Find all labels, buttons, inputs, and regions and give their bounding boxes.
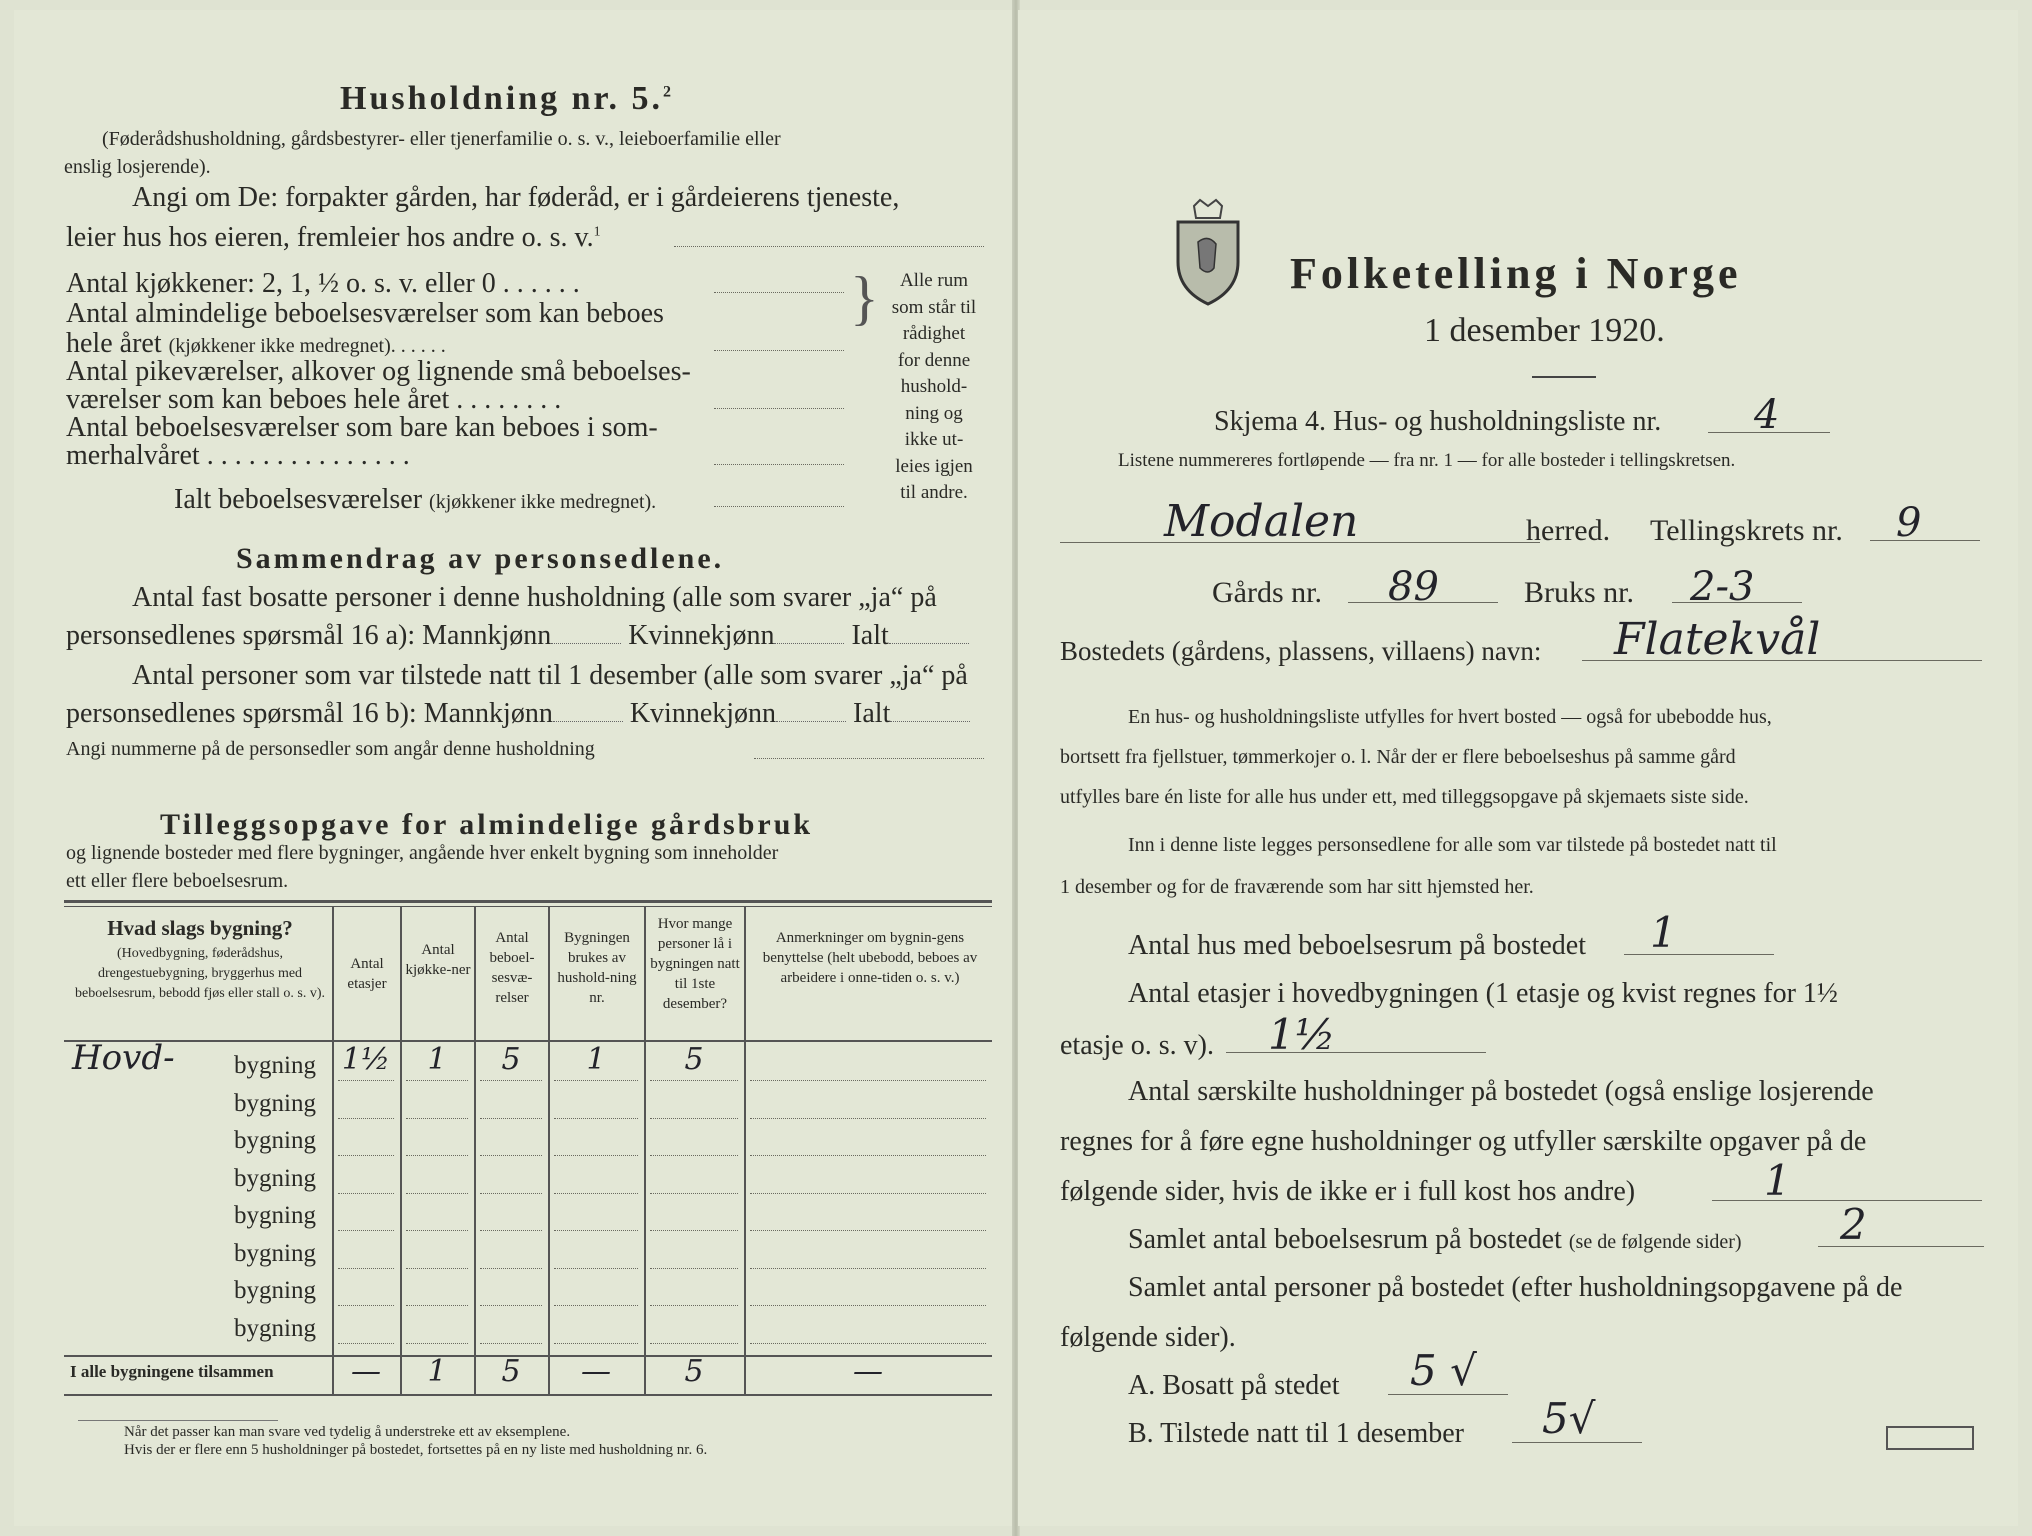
cell-line <box>480 1155 542 1156</box>
q-bosatt: A. Bosatt på stedet <box>1128 1370 1340 1401</box>
cell-line <box>338 1230 394 1231</box>
instruction-3: utfylles bare én liste for alle hus under ett, med tilleggsopgave på skjemaets siste side. <box>1060 786 1749 808</box>
cell-line <box>480 1268 542 1269</box>
q-etasjer-1: Antal etasjer i hovedbygningen (1 etasje og kvist regnes for 1½ <box>1128 978 1838 1009</box>
q-samlet-pers-2: følgende sider). <box>1060 1322 1236 1353</box>
q-sarsk-1: Antal særskilte husholdninger på bostedet (også enslige losjerende <box>1128 1076 1874 1107</box>
side-note-line: som står til <box>891 296 977 318</box>
herred-label: herred. <box>1526 514 1611 547</box>
a-samlet-rum: 2 <box>1840 1200 1867 1249</box>
total-etasjer: — <box>351 1354 381 1389</box>
listene-note: Listene nummereres fortløpende — fra nr. 1 — for alle bosteder i tellingskretsen. <box>1118 450 1736 471</box>
side-note-line: leies igjen <box>895 455 973 477</box>
cell-line <box>406 1305 468 1306</box>
col-divider <box>474 906 476 1394</box>
summary-2a: Antal personer som var tilstede natt til 1 desember (alle som svarer „ja“ på <box>132 660 968 691</box>
angi-line-2: leier hus hos eieren, fremleier hos andre o. s. v.$^1$ <box>66 222 601 253</box>
answer-line-ialt <box>714 506 844 507</box>
cell-line <box>750 1155 986 1156</box>
cell-line <box>750 1230 986 1231</box>
total-kjokkener: 1 <box>427 1354 447 1389</box>
cell-line <box>480 1343 542 1344</box>
th-kjokkener: Antal kjøkke-ner <box>405 942 471 978</box>
cell-line <box>338 1343 394 1344</box>
tillegg-sub-1: og lignende bosteder med flere bygninger, angående hver enkelt bygning som inneholder <box>66 842 779 864</box>
instruction-4: Inn i denne liste legges personsedlene for alle som var tilstede på bostedet natt til <box>1128 834 1777 856</box>
cell-kjokkener: 1 <box>427 1042 447 1077</box>
building-row-label: bygning <box>234 1314 316 1342</box>
side-note-line: ikke ut- <box>904 429 964 450</box>
bruks-value: 2-3 <box>1690 564 1755 610</box>
q-alm-1: Antal almindelige beboelsesværelser som kan beboes <box>66 298 664 329</box>
total-vaerelser: 5 <box>501 1354 521 1389</box>
cell-line <box>650 1343 738 1344</box>
answer-line-kjokkener <box>714 292 844 293</box>
building-row-label: bygning <box>234 1164 316 1192</box>
q-samlet-pers-1: Samlet antal personer på bostedet (efter husholdningsopgavene på de <box>1128 1272 1903 1303</box>
cell-line <box>406 1343 468 1344</box>
gards-label: Gårds nr. <box>1212 576 1322 609</box>
answer-line-alm <box>714 350 844 351</box>
building-name: Hovd- <box>72 1038 175 1078</box>
table-top-rule <box>64 900 992 903</box>
side-note <box>874 268 994 507</box>
footnote-2: Hvis der er flere enn 5 husholdninger på bostedet, fortsettes på en ny liste med husholdning nr. 6. <box>124 1442 708 1458</box>
tellingskrets-value: 9 <box>1896 500 1922 546</box>
tillegg-sub-2: ett eller flere beboelsesrum. <box>66 870 289 892</box>
cell-line <box>480 1080 542 1081</box>
herred-value: Modalen <box>1164 496 1359 547</box>
col-divider <box>744 906 746 1394</box>
a-hus: 1 <box>1650 908 1677 957</box>
cell-line <box>338 1080 394 1081</box>
side-note-line: Alle rum <box>899 270 969 291</box>
side-note-line: for denne <box>897 349 971 371</box>
bosted-value: Flatekvål <box>1614 614 1821 665</box>
summary-title: Sammendrag av personsedlene. <box>236 542 725 575</box>
cell-line <box>406 1118 468 1119</box>
q-som-1: Antal beboelsesværelser som bare kan beboes i som- <box>66 412 658 443</box>
q-etasjer-2: etasje o. s. v). <box>1060 1030 1214 1061</box>
cell-line <box>750 1268 986 1269</box>
cell-husholdning: 1 <box>586 1042 606 1077</box>
th-anmerkninger: Anmerkninger om bygnin-gens benyttelse (helt ubebodd, beboes av arbeidere i onne-tiden o. s. v.) <box>762 930 978 986</box>
cell-line <box>338 1305 394 1306</box>
q-sarsk-2: regnes for å føre egne husholdninger og utfyller særskilte opgaver på de <box>1060 1126 1867 1157</box>
cell-line <box>554 1193 638 1194</box>
footnote-rule <box>78 1420 278 1421</box>
intro-note: (Føderådshusholdning, gårdsbestyrer- eller tjenerfamilie o. s. v., leieboerfamilie eller <box>102 128 781 150</box>
th-personer: Hvor mange personer lå i bygningen natt til 1ste desember? <box>650 916 740 1012</box>
cell-line <box>480 1193 542 1194</box>
answer-line-pike <box>714 408 844 409</box>
total-personer: 5 <box>684 1354 704 1389</box>
q-samlet-rum: Samlet antal beboelsesrum på bostedet (se de følgende sider) <box>1128 1224 1742 1255</box>
printer-stamp <box>1886 1426 1974 1450</box>
hus-line <box>1624 954 1774 955</box>
building-row-label: bygning <box>234 1052 316 1079</box>
cell-line <box>650 1193 738 1194</box>
cell-line <box>338 1268 394 1269</box>
summary-1b: personsedlenes spørsmål 16 a): Mannkjønn Kvinnekjønn Ialt <box>66 620 969 652</box>
summary-2b: personsedlenes spørsmål 16 b): Mannkjønn Kvinnekjønn Ialt <box>66 698 970 730</box>
instruction-1: En hus- og husholdningsliste utfylles for hvert bosted — også for ubebodde hus, <box>1128 706 1772 728</box>
side-note-line: ning og <box>905 402 963 424</box>
title-rule <box>1532 376 1596 378</box>
intro-note-2: enslig losjerende). <box>64 156 211 178</box>
building-row-label: bygning <box>234 1127 316 1154</box>
cell-vaerelser: 5 <box>501 1042 521 1077</box>
side-note-line: hushold- <box>900 376 968 397</box>
total-label: I alle bygningene tilsammen <box>70 1362 274 1381</box>
th-hvad-slags: Hvad slags bygning? <box>107 916 293 940</box>
q-som-2: merhalvåret . . . . . . . . . . . . . . . <box>66 440 410 471</box>
cell-etasjer: 1½ <box>341 1042 391 1077</box>
angi-nummer: Angi nummerne på de personsedler som angår denne husholdning <box>66 738 595 760</box>
angi-nummer-line <box>754 758 984 759</box>
cell-line <box>554 1118 638 1119</box>
cell-line <box>554 1230 638 1231</box>
col-divider <box>644 906 646 1394</box>
cell-line <box>406 1155 468 1156</box>
cell-line <box>338 1155 394 1156</box>
table-top-rule-2 <box>64 906 992 907</box>
answer-line-som <box>714 464 844 465</box>
side-note-line: til andre. <box>900 482 968 503</box>
footnote-1: Når det passer kan man svare ved tydelig å understreke ett av eksemplene. <box>124 1424 571 1440</box>
q-tilstede: B. Tilstede natt til 1 desember <box>1128 1418 1464 1449</box>
cell-line <box>338 1193 394 1194</box>
cell-line <box>750 1193 986 1194</box>
cell-line <box>650 1080 738 1081</box>
gards-value: 89 <box>1388 564 1439 610</box>
cell-line <box>750 1343 986 1344</box>
skjema-nr-value: 4 <box>1754 392 1780 438</box>
a-etasjer: 1½ <box>1268 1010 1336 1059</box>
cell-line <box>650 1230 738 1231</box>
col-divider <box>400 906 402 1394</box>
a-tilstede: 5√ <box>1542 1394 1596 1443</box>
cell-line <box>554 1155 638 1156</box>
building-row-label: bygning <box>234 1089 316 1117</box>
right-page <box>1018 10 2018 1526</box>
left-page <box>14 10 1014 1526</box>
total-husholdning: — <box>581 1354 611 1389</box>
q-ialt: Ialt beboelsesværelser (kjøkkener ikke medregnet). <box>174 484 657 515</box>
q-pike-1: Antal pikeværelser, alkover og lignende små beboelses- <box>66 356 691 387</box>
tellingskrets-label: Tellingskrets nr. <box>1650 514 1843 547</box>
cell-line <box>750 1118 986 1119</box>
th-husholdning: Bygningen brukes av hushold-ning nr. <box>557 930 637 1006</box>
q-pike-2: værelser som kan beboes hele året . . . . . . . . <box>66 384 562 415</box>
etasjer-line <box>1226 1052 1486 1053</box>
instruction-5: 1 desember og for de fraværende som har sitt hjemsted her. <box>1060 876 1534 898</box>
q-kjokkener: Antal kjøkkener: 2, 1, ½ o. s. v. eller 0 . . . . . . <box>66 268 580 299</box>
q-sarsk-3: følgende sider, hvis de ikke er i full kost hos andre) <box>1060 1176 1636 1207</box>
angi-answer-line <box>674 246 984 247</box>
cell-line <box>554 1080 638 1081</box>
cell-line <box>480 1230 542 1231</box>
building-row-label: bygning <box>234 1239 316 1267</box>
col-divider <box>548 906 550 1394</box>
census-date: 1 desember 1920. <box>1424 312 1665 349</box>
a-sarsk: 1 <box>1764 1156 1791 1205</box>
th-etasjer: Antal etasjer <box>347 956 387 992</box>
summary-1a: Antal fast bosatte personer i denne husholdning (alle som svarer „ja“ på <box>132 582 937 613</box>
building-row-label: bygning <box>234 1202 316 1229</box>
col-divider <box>332 906 334 1394</box>
household-title: Husholdning nr. 5.$^2$ <box>340 80 674 117</box>
cell-line <box>338 1118 394 1119</box>
angi-line-1: Angi om De: forpakter gården, har føderåd, er i gårdeierens tjeneste, <box>132 182 900 213</box>
th-vaerelser: Antal beboel-sesvæ-relser <box>489 930 535 1006</box>
cell-line <box>406 1080 468 1081</box>
cell-line <box>650 1305 738 1306</box>
q-hus: Antal hus med beboelsesrum på bostedet <box>1128 930 1587 961</box>
cell-line <box>406 1230 468 1231</box>
cell-line <box>650 1155 738 1156</box>
q-alm-2: hele året (kjøkkener ikke medregnet). . . . . . <box>66 328 446 359</box>
tellingskrets-line <box>1870 540 1980 541</box>
cell-line <box>554 1343 638 1344</box>
coat-of-arms-icon <box>1170 198 1246 308</box>
building-row-label: bygning <box>234 1277 316 1304</box>
cell-line <box>650 1268 738 1269</box>
a-bosatt: 5 √ <box>1410 1346 1477 1395</box>
bosted-label: Bostedets (gårdens, plassens, villaens) navn: <box>1060 636 1542 666</box>
bruks-label: Bruks nr. <box>1524 576 1635 609</box>
skjema-label: Skjema 4. Hus- og husholdningsliste nr. <box>1214 406 1662 437</box>
cell-line <box>554 1305 638 1306</box>
cell-line <box>406 1268 468 1269</box>
th-hvad-slags-note: (Hovedbygning, føderådshus, drengestuebygning, bryggerhus med beboelsesrum, bebodd fjøs eller stall o. s. v). <box>74 946 325 1001</box>
cell-line <box>480 1118 542 1119</box>
instruction-2: bortsett fra fjellstuer, tømmerkojer o. l. Når der er flere beboelseshus på samme gård <box>1060 746 1736 768</box>
total-anm: — <box>853 1354 883 1389</box>
tillegg-title: Tilleggsopgave for almindelige gårdsbruk <box>160 808 814 841</box>
cell-line <box>750 1080 986 1081</box>
census-title: Folketelling i Norge <box>1290 249 1742 298</box>
brace: } <box>850 265 879 331</box>
table-bottom-rule <box>64 1394 992 1396</box>
cell-personer: 5 <box>684 1042 704 1077</box>
cell-line <box>554 1268 638 1269</box>
cell-line <box>750 1305 986 1306</box>
cell-line <box>650 1118 738 1119</box>
side-note-line: rådighet <box>902 323 966 344</box>
cell-line <box>480 1305 542 1306</box>
cell-line <box>406 1193 468 1194</box>
